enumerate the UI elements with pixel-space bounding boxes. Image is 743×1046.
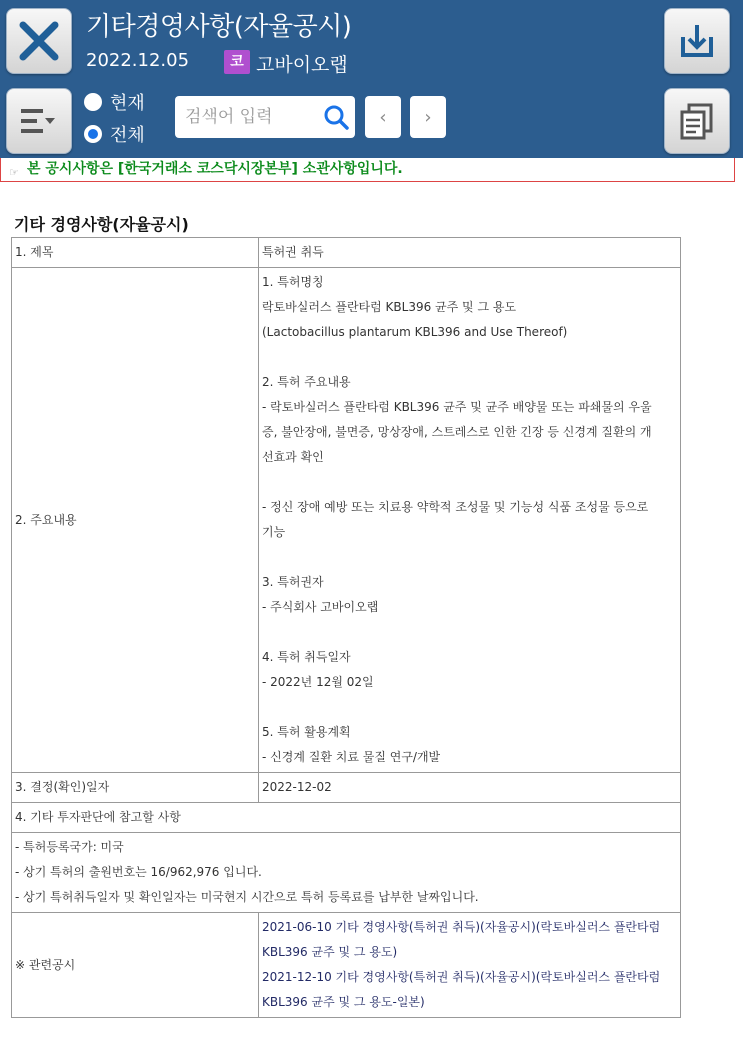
table-row — [12, 238, 681, 268]
content-line: 1. 특허명칭 — [262, 275, 324, 289]
row-value-decision-date: 2022-12-02 — [259, 773, 681, 803]
other-line: - 상기 특허의 출원번호는 16/962,976 입니다. — [15, 865, 262, 879]
row-label-title: 1. 제목 — [12, 238, 259, 268]
row-value-content — [259, 268, 681, 773]
prev-button[interactable]: ‹ — [365, 96, 401, 138]
search-icon[interactable] — [323, 104, 349, 130]
table-row — [12, 268, 681, 773]
content-line: - 주식회사 고바이오랩 — [262, 600, 379, 614]
content-line: (Lactobacillus plantarum KBL396 and Use Thereof) — [262, 325, 568, 339]
documents-button[interactable] — [664, 88, 730, 154]
notice-banner — [0, 158, 735, 182]
radio-current[interactable] — [84, 89, 145, 115]
close-button[interactable] — [6, 8, 72, 74]
row-value-title: 특허권 취득 — [259, 238, 681, 268]
other-line: - 상기 특허취득일자 및 확인일자는 미국현지 시간으로 특허 등록료를 납부한 날짜입니다. — [15, 890, 479, 904]
download-button[interactable] — [664, 8, 730, 74]
other-line: - 특허등록국가: 미국 — [15, 840, 124, 854]
next-button[interactable]: › — [410, 96, 446, 138]
related-disclosure-link[interactable]: 2021-12-10 기타 경영사항(특허권 취득)(자율공시)(락토바실러스 플란타럼 KBL396 균주 및 그 용도-일본) — [262, 970, 661, 1009]
table-row — [12, 833, 681, 913]
table-row — [12, 803, 681, 833]
row-label-related: ※ 관련공시 — [12, 913, 259, 1018]
content-line — [262, 695, 677, 720]
related-disclosure-link[interactable]: 2021-06-10 기타 경영사항(특허권 취득)(자율공시)(락토바실러스 플란타럼 KBL396 균주 및 그 용도) — [262, 920, 661, 959]
documents-icon — [677, 101, 717, 141]
disclosure-date: 2022.12.05 — [86, 50, 190, 71]
radio-all[interactable] — [84, 121, 145, 147]
pointing-hand-icon: ☞ — [9, 166, 19, 179]
content-line — [262, 620, 677, 645]
download-icon — [677, 21, 717, 61]
content-line: 4. 특허 취득일자 — [262, 650, 351, 664]
content-line — [262, 345, 677, 370]
table-row — [12, 773, 681, 803]
page-title: 기타경영사항(자율공시) — [86, 12, 352, 42]
row-label-other: 4. 기타 투자판단에 참고할 사항 — [12, 803, 681, 833]
company-name: 고바이오랩 — [256, 54, 348, 76]
notice-text: 본 공시사항은 [한국거래소 코스닥시장본부] 소관사항입니다. — [27, 161, 403, 177]
content-line: 2. 특허 주요내용 — [262, 375, 351, 389]
content-line: - 2022년 12월 02일 — [262, 675, 374, 689]
content-line — [262, 545, 677, 570]
search-box — [175, 96, 355, 138]
disclosure-table — [11, 237, 681, 1018]
radio-all-dot[interactable] — [84, 125, 102, 143]
content-line: 5. 특허 활용계획 — [262, 725, 351, 739]
content-line: - 신경계 질환 치료 물질 연구/개발 — [262, 750, 441, 764]
close-icon — [17, 19, 61, 63]
content-line: 3. 특허권자 — [262, 575, 324, 589]
menu-icon — [17, 101, 61, 141]
section-title: 기타 경영사항(자율공시) — [14, 215, 189, 234]
radio-all-label: 전체 — [110, 125, 145, 146]
radio-current-dot[interactable] — [84, 93, 102, 111]
row-value-other — [12, 833, 681, 913]
menu-button[interactable] — [6, 88, 72, 154]
row-label-content: 2. 주요내용 — [12, 268, 259, 773]
content-line: 증, 불안장애, 불면증, 망상장애, 스트레스로 인한 긴장 등 신경계 질환의 개 — [262, 425, 652, 439]
content-line: - 정신 장애 예방 또는 치료용 약학적 조성물 및 기능성 식품 조성물 등으로 — [262, 500, 649, 514]
content-line: 기능 — [262, 525, 286, 539]
row-label-decision-date: 3. 결정(확인)일자 — [12, 773, 259, 803]
table-row — [12, 913, 681, 1018]
content-line — [262, 470, 677, 495]
content-line: 락토바실러스 플란타럼 KBL396 균주 및 그 용도 — [262, 300, 517, 314]
content-line: 선효과 확인 — [262, 450, 324, 464]
radio-current-label: 현재 — [110, 93, 145, 114]
market-badge: 코 — [224, 50, 250, 74]
content-line: - 락토바실러스 플란타럼 KBL396 균주 및 균주 배양물 또는 파쇄물의 우울 — [262, 400, 652, 414]
search-input[interactable] — [183, 102, 322, 132]
header-bar — [0, 0, 743, 158]
row-value-related — [259, 913, 681, 1018]
